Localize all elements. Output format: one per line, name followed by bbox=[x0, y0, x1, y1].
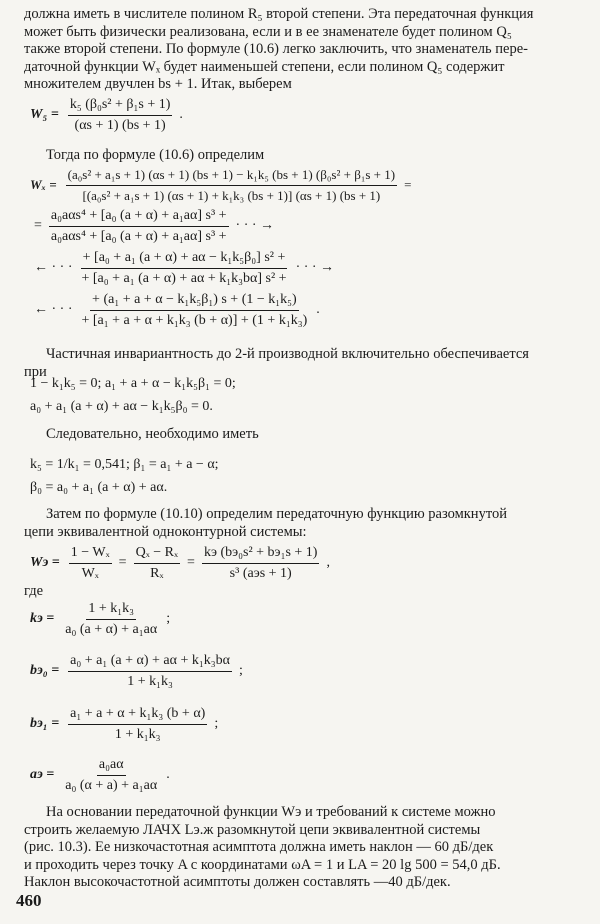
equation-lhs: Wₓ = bbox=[30, 177, 57, 193]
text-line: может быть физически реализована, если и в ее знаменателе будет полином Q₅ bbox=[24, 23, 512, 40]
continuation-arrow: · · · → bbox=[295, 260, 335, 276]
where-label bbox=[24, 583, 572, 601]
equation-lhs: aэ = bbox=[30, 767, 55, 783]
text-line: где bbox=[24, 583, 44, 599]
fraction bbox=[69, 544, 112, 582]
punctuation: . bbox=[166, 767, 170, 783]
continuation-arrow: ← · · · bbox=[34, 302, 73, 318]
fraction bbox=[202, 544, 320, 582]
denominator: a₀ (α + a) + a₁aα bbox=[65, 777, 158, 793]
equals-sign: = bbox=[187, 555, 195, 571]
continuation-arrow: ← · · · bbox=[34, 260, 73, 276]
equation-expansion-2 bbox=[30, 249, 338, 287]
denominator: + [a₁ + a + α + k₁k₃ (b + α)] + (1 + k₁k₃) bbox=[81, 312, 308, 328]
denominator: Wₓ bbox=[81, 565, 99, 581]
continuation-arrow: · · · → bbox=[235, 218, 275, 234]
denominator: [(a₀s² + a₁s + 1) (αs + 1) + k₁k₃ (bs + 1)] (αs + 1) (bs + 1) bbox=[82, 187, 381, 203]
text-line: и проходить через точку A с координатами ωA = 1 и LA = 20 lg 500 = 54,0 дБ. bbox=[24, 856, 501, 873]
text-line: (рис. 10.3). Ее низкочастотная асимптота должна иметь наклон — 60 дБ/дек bbox=[24, 839, 494, 855]
equation-lhs: bэ₁ = bbox=[30, 716, 60, 732]
equation-be0 bbox=[30, 652, 247, 690]
numerator: (a₀s² + a₁s + 1) (αs + 1) (bs + 1) − k₁k₅ (bs + 1) (β₀s² + β₁s + 1) bbox=[66, 166, 397, 186]
fraction bbox=[68, 652, 232, 690]
punctuation: ; bbox=[214, 716, 219, 732]
equals-sign: = bbox=[118, 555, 127, 571]
text-line: Наклон высокочастотной асимптоты должен составлять —40 дБ/дек. bbox=[24, 874, 451, 890]
equals-sign: = bbox=[34, 218, 42, 234]
denominator: s³ (aэs + 1) bbox=[229, 565, 292, 581]
denominator: Rₓ bbox=[150, 565, 164, 581]
denominator: 1 + k₁k₃ bbox=[127, 673, 173, 689]
equation-w5 bbox=[30, 96, 187, 134]
numerator: + [a₀ + a₁ (a + α) + aα − k₁k₅β₀] s² + bbox=[81, 249, 288, 269]
numerator: a₀aαs⁴ + [a₀ (a + α) + a₁aα] s³ + bbox=[49, 207, 229, 227]
numerator: + (a₁ + a + α − k₁k₅β₁) s + (1 − k₁k₅) bbox=[90, 291, 299, 311]
equation-lhs: bэ₀ = bbox=[30, 663, 60, 679]
intro-paragraph bbox=[24, 6, 572, 94]
numerator: kэ (bэ₀s² + bэ₁s + 1) bbox=[202, 544, 320, 564]
equation-expansion-1 bbox=[30, 207, 278, 245]
text-line: Тогда по формуле (10.6) определим bbox=[46, 147, 265, 163]
numerator: k₅ (β₀s² + β₁s + 1) bbox=[68, 96, 173, 116]
numerator: a₁ + a + α + k₁k₃ (b + α) bbox=[68, 705, 207, 725]
text-line: должна иметь в числителе полином R₅ второй степени. Эта передаточная функция bbox=[24, 6, 534, 22]
equation-lhs: Wэ = bbox=[30, 555, 60, 571]
denominator: a₀ (a + α) + a₁aα bbox=[65, 621, 158, 637]
fraction bbox=[134, 544, 180, 582]
text-line: при bbox=[24, 363, 47, 380]
text-line: строить желаемую ЛАЧХ Lэ.ж разомкнутой цепи эквивалентной системы bbox=[24, 821, 481, 838]
numerator: a₀aα bbox=[97, 756, 126, 776]
numerator: a₀ + a₁ (a + α) + aα + k₁k₃bα bbox=[68, 652, 232, 672]
equals-sign: = bbox=[404, 177, 412, 193]
result-equation-2: β₀ = a₀ + a₁ (a + α) + aα. bbox=[30, 480, 168, 495]
equation-lhs: kэ = bbox=[30, 611, 55, 627]
text-line: цепи эквивалентной одноконтурной системы: bbox=[24, 523, 307, 540]
fraction bbox=[49, 207, 229, 245]
equation-expansion-3 bbox=[30, 291, 324, 329]
denominator: + [a₀ + a₁ (a + α) + aα + k₁k₃bα] s² + bbox=[81, 270, 287, 286]
result-equation-1: k₅ = 1/k₁ = 0,541; β₁ = a₁ + a − α; bbox=[30, 457, 219, 472]
punctuation: ; bbox=[166, 611, 171, 627]
therefore-paragraph bbox=[24, 426, 572, 444]
condition-equation-1: 1 − k₁k₅ = 0; a₁ + a + α − k₁k₅β₁ = 0; bbox=[30, 376, 236, 391]
text-line: На основании передаточной функции Wэ и требований к системе можно bbox=[46, 804, 496, 820]
denominator: 1 + k₁k₃ bbox=[114, 726, 161, 742]
equation-ae bbox=[30, 756, 174, 794]
condition-equation-2: a₀ + a₁ (a + α) + aα − k₁k₅β₀ = 0. bbox=[30, 399, 213, 414]
punctuation: ; bbox=[238, 663, 243, 679]
equation-be1 bbox=[30, 705, 222, 743]
fraction bbox=[68, 96, 173, 134]
text-line: Следовательно, необходимо иметь bbox=[46, 426, 259, 442]
text-line: даточной функции Wₓ будет наименьшей степени, если полином Q₅ содержит bbox=[24, 58, 505, 75]
numerator: 1 − Wₓ bbox=[69, 544, 112, 564]
text-line: Частичная инвариантность до 2-й производной включительно обеспечивается bbox=[46, 346, 529, 362]
punctuation: . bbox=[316, 302, 320, 318]
denominator: a₀aαs⁴ + [a₀ (a + α) + a₁aα] s³ + bbox=[50, 228, 227, 244]
equation-wx bbox=[30, 166, 415, 204]
punctuation: , bbox=[326, 555, 330, 571]
numerator: 1 + k₁k₃ bbox=[86, 600, 136, 620]
page-number: 460 bbox=[16, 891, 42, 910]
fraction bbox=[63, 756, 159, 794]
fraction bbox=[80, 291, 310, 329]
final-paragraph bbox=[24, 804, 572, 892]
next-paragraph bbox=[24, 506, 572, 541]
equation-ke bbox=[30, 600, 174, 638]
equation-we bbox=[30, 544, 334, 582]
punctuation: . bbox=[179, 107, 183, 123]
fraction bbox=[66, 166, 397, 204]
fraction bbox=[63, 600, 159, 638]
text-line: также второй степени. По формуле (10.6) легко заключить, что знаменатель пере- bbox=[24, 41, 528, 57]
text-line: Затем по формуле (10.10) определим передаточную функцию разомкнутой bbox=[46, 506, 507, 522]
fraction bbox=[68, 705, 207, 743]
denominator: (αs + 1) (bs + 1) bbox=[74, 117, 166, 133]
text-line: множителем двучлен bs + 1. Итак, выберем bbox=[24, 76, 292, 92]
fraction bbox=[80, 249, 289, 287]
then-paragraph bbox=[24, 147, 572, 165]
numerator: Qₓ − Rₓ bbox=[134, 544, 180, 564]
equation-lhs: W₅ = bbox=[30, 107, 59, 123]
